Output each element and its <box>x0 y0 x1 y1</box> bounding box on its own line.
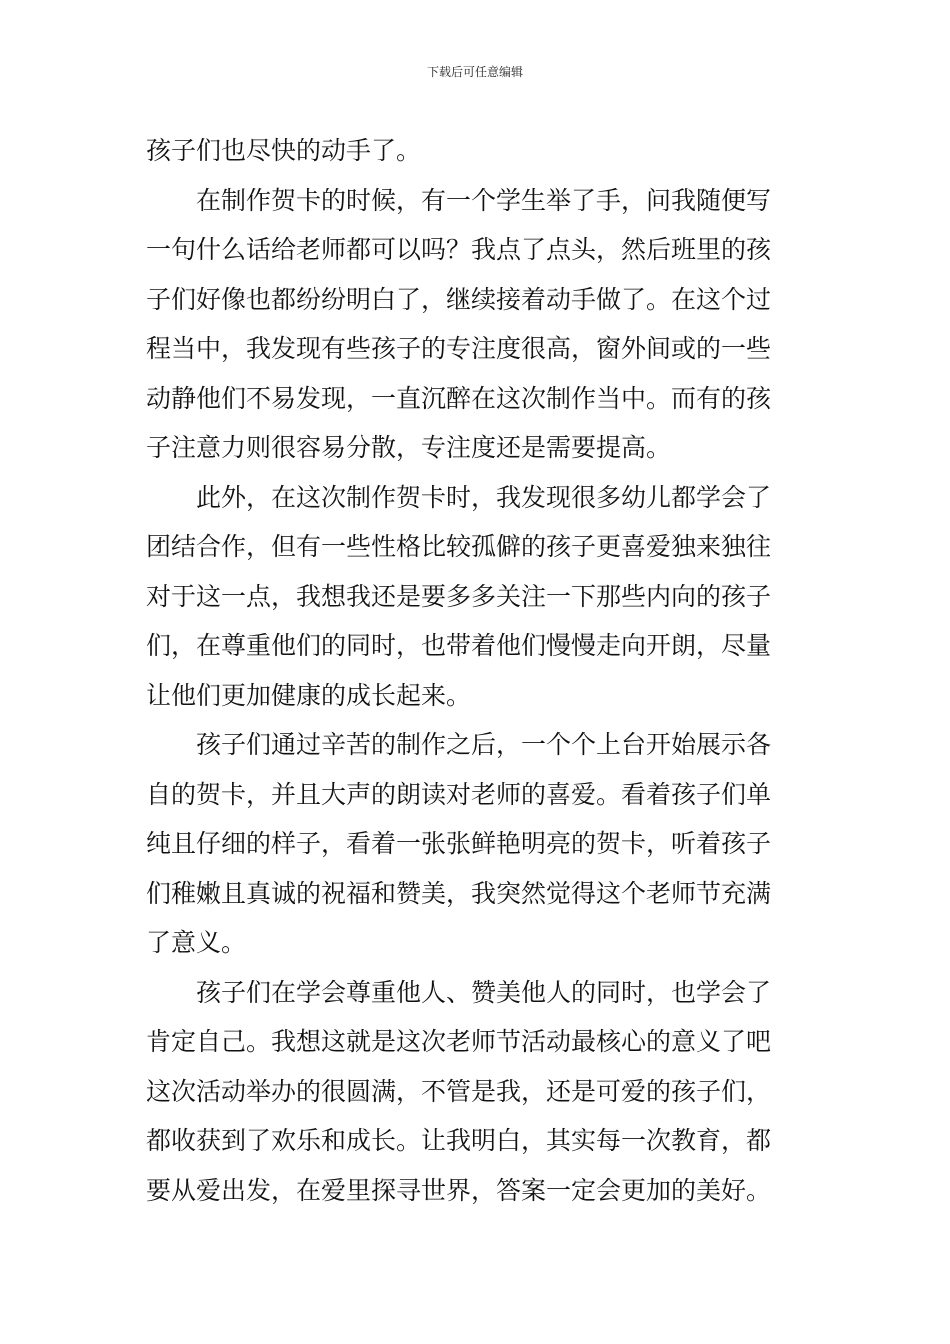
text-line: 孩子们也尽快的动手了。 <box>146 136 422 165</box>
text-line: 们，在尊重他们的同时，也带着他们慢慢走向开朗，尽量 <box>146 631 772 660</box>
paragraph-start-line: 孩子们在学会尊重他人、赞美他人的同时，也学会了 <box>196 977 772 1007</box>
text-line: 动静他们不易发现，一直沉醉在这次制作当中。而有的孩 <box>146 383 772 413</box>
page-header: 下载后可任意编辑 <box>426 65 523 79</box>
text-line: 肯定自己。我想这就是这次老师节活动最核心的意义了吧 <box>146 1027 772 1056</box>
text-line: 一句什么话给老师都可以吗？我点了点头，然后班里的孩 <box>146 235 772 264</box>
paragraph-start-line: 孩子们通过辛苦的制作之后，一个个上台开始展示各 <box>196 730 772 759</box>
text-line: 程当中，我发现有些孩子的专注度很高，窗外间或的一些 <box>146 334 772 363</box>
paragraph-start-line: 此外，在这次制作贺卡时，我发现很多幼儿都学会了 <box>196 482 772 512</box>
text-line: 对于这一点，我想我还是要多多关注一下那些内向的孩子 <box>146 581 772 611</box>
text-line: 们稚嫩且真诚的祝福和赞美，我突然觉得这个老师节充满 <box>146 878 772 908</box>
text-line: 纯且仔细的样子，看着一张张鲜艳明亮的贺卡，听着孩子 <box>146 829 772 858</box>
paragraph-start-line: 在制作贺卡的时候，有一个学生举了手，问我随便写 <box>196 185 772 215</box>
document-body <box>146 126 806 1215</box>
text-line: 让他们更加健康的成长起来。 <box>146 680 472 710</box>
text-line: 自的贺卡，并且大声的朗读对老师的喜爱。看着孩子们单 <box>146 779 772 809</box>
text-line: 子们好像也都纷纷明白了，继续接着动手做了。在这个过 <box>146 284 772 314</box>
text-line: 团结合作，但有一些性格比较孤僻的孩子更喜爱独来独往 <box>146 532 772 561</box>
text-line: 要从爱出发，在爱里探寻世界，答案一定会更加的美好。 <box>146 1175 772 1205</box>
text-line: 了意义。 <box>146 928 247 957</box>
text-line: 都收获到了欢乐和成长。让我明白，其实每一次教育，都 <box>146 1126 772 1155</box>
text-line: 这次活动举办的很圆满，不管是我，还是可爱的孩子们， <box>146 1076 772 1106</box>
text-line: 子注意力则很容易分散，专注度还是需要提高。 <box>146 433 672 462</box>
